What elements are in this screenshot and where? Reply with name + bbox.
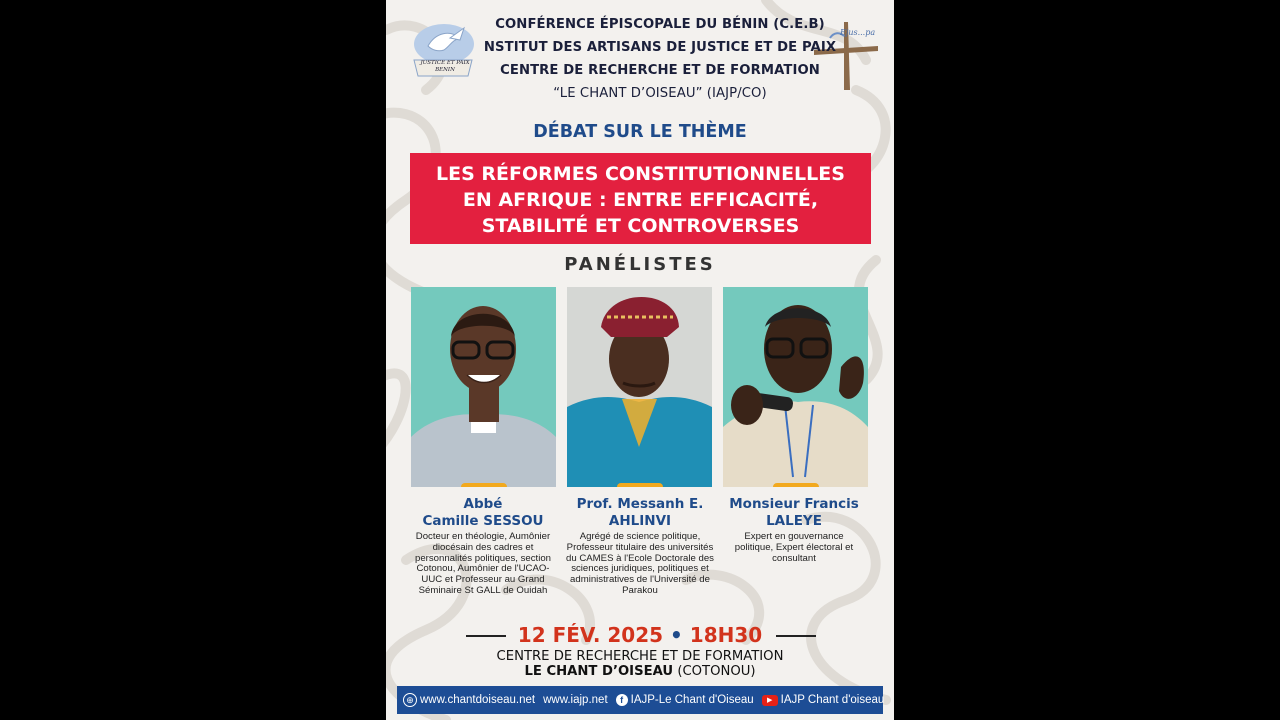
website-2-text: www.iajp.net: [543, 694, 608, 706]
person-portrait-icon: [723, 287, 868, 487]
theme-title-line: LES RÉFORMES CONSTITUTIONNELLES: [436, 163, 845, 185]
youtube-link[interactable]: [762, 694, 885, 706]
website-link-1[interactable]: [403, 693, 535, 707]
venue-line-1: CENTRE DE RECHERCHE ET DE FORMATION: [496, 649, 784, 664]
panelist-name-line: Abbé: [463, 496, 503, 512]
person-portrait-icon: [411, 287, 556, 487]
event-date: 12 FÉV. 2025: [517, 623, 664, 647]
event-poster: [386, 0, 894, 720]
event-time: 18H30: [689, 623, 763, 647]
panelist-photo-laleye: [723, 287, 868, 487]
globe-icon: ⊕: [403, 693, 417, 707]
website-link-2[interactable]: [543, 694, 608, 706]
logo-right-text: Ejus...pa: [840, 28, 876, 37]
event-datetime: [386, 623, 894, 647]
panelist-description: Agrégé de science politique, Professeur titulaire des universités du CAMES à l'Ecole Doctorale des sciences juridiques, politiques et administratives de l'Université de Parakou: [566, 531, 714, 596]
venue-name: LE CHANT D’OISEAU: [524, 664, 674, 679]
footer-bar: [397, 686, 883, 714]
person-portrait-icon: [567, 287, 712, 487]
panelist-name-line: AHLINVI: [608, 513, 672, 529]
header-line-2: NSTITUT DES ARTISANS DE JUSTICE ET DE PAIX: [483, 40, 837, 55]
bullet-separator: •: [670, 623, 683, 647]
panelist-description: Docteur en théologie, Aumônier diocésain des cadres et personnalités politiques, section Cotonou, Aumônier de l'UCAO- UUC et Professeur au Grand Séminaire St GALL de Ouidah: [415, 531, 551, 596]
facebook-link[interactable]: [616, 694, 754, 706]
panelist-photo-ahlinvi: [567, 287, 712, 487]
theme-title-line: EN AFRIQUE : ENTRE EFFICACITÉ,: [462, 189, 819, 211]
panelist-name: [408, 496, 558, 530]
youtube-text: IAJP Chant d'oiseau: [780, 694, 885, 706]
panelist-name-line: LALEYE: [766, 513, 822, 529]
facebook-icon: f: [616, 694, 628, 706]
logo-left-text: JUSTICE ET PAIX BENIN: [420, 60, 470, 73]
theme-title-box: [410, 153, 871, 244]
header-line-4: “LE CHANT D’OISEAU” (IAJP/CO): [553, 86, 767, 101]
photo-tag: [773, 483, 819, 487]
theme-title-line: STABILITÉ ET CONTROVERSES: [481, 215, 800, 237]
youtube-icon: ▶: [762, 695, 778, 706]
facebook-text: IAJP-Le Chant d'Oiseau: [630, 694, 754, 706]
panelist-name-line: Monsieur Francis: [729, 496, 859, 512]
panelist-name: [719, 496, 869, 530]
panelist-photo-sessou: [411, 287, 556, 487]
venue-line-2: [386, 664, 894, 679]
website-1-text: www.chantdoiseau.net: [420, 694, 536, 706]
panelist-name-line: Camille SESSOU: [422, 513, 544, 529]
panelist-name: [565, 496, 715, 530]
photo-tag: [617, 483, 663, 487]
panelist-description: Expert en gouvernance politique, Expert électoral et consultant: [734, 531, 854, 564]
theme-label: DÉBAT SUR LE THÈME: [533, 122, 747, 142]
header-line-1: CONFÉRENCE ÉPISCOPALE DU BÉNIN (C.E.B): [495, 17, 825, 32]
venue-city: (COTONOU): [677, 664, 756, 679]
header-line-3: CENTRE DE RECHERCHE ET DE FORMATION: [500, 63, 820, 78]
panelist-name-line: Prof. Messanh E.: [576, 496, 704, 512]
panelists-heading: PANÉLISTES: [564, 254, 716, 275]
photo-tag: [461, 483, 507, 487]
